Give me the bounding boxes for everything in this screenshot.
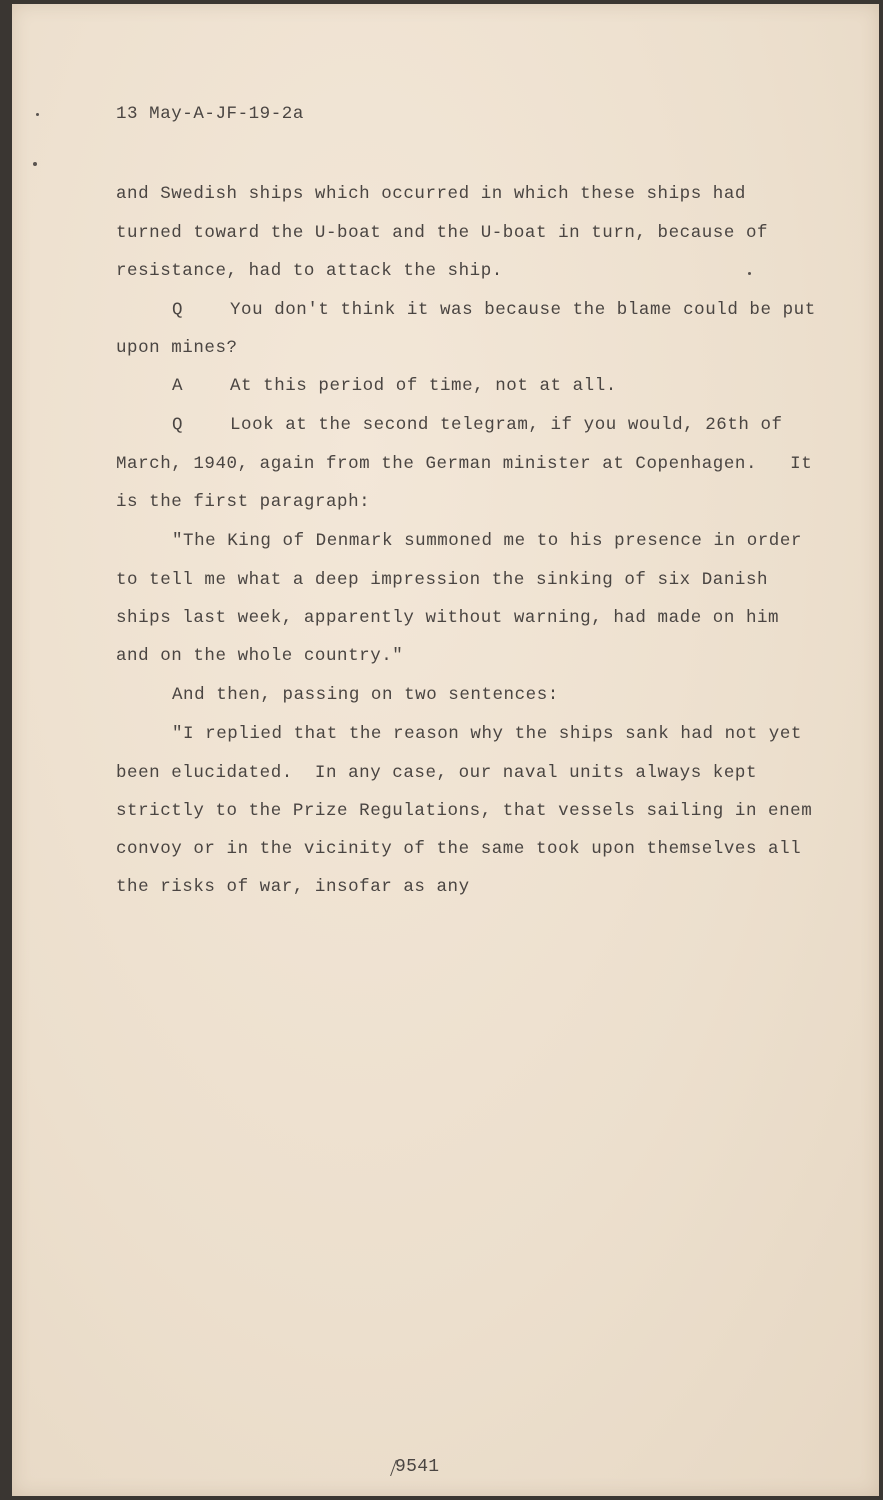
quote-line: "I replied that the reason why the ships sank had not yet	[172, 724, 802, 744]
quote-line: convoy or in the vicinity of the same took upon themselves all	[116, 839, 802, 859]
page-number: 9541	[395, 1457, 440, 1477]
quote-line: been elucidated. In any case, our naval units always kept	[116, 763, 757, 783]
quote-line: the risks of war, insofar as any	[116, 877, 470, 897]
quote-line: strictly to the Prize Regulations, that vessels sailing in enem	[116, 801, 813, 821]
question-line	[172, 302, 816, 320]
text-line: is the first paragraph:	[116, 492, 371, 512]
text-line: upon mines?	[116, 338, 238, 358]
document-header: 13 May-A-JF-19-2a	[116, 104, 304, 124]
answer-label: A	[172, 376, 184, 396]
quote-line: ships last week, apparently without warning, had made on him	[116, 608, 780, 628]
text-line: March, 1940, again from the German minister at Copenhagen. It	[116, 454, 813, 474]
margin-mark	[36, 113, 39, 116]
question-text: You don't think it was because the blame could be put	[230, 300, 816, 320]
text-line: resistance, had to attack the ship.	[116, 261, 503, 281]
question-label: Q	[172, 300, 184, 320]
text-line: turned toward the U-boat and the U-boat in turn, because of	[116, 223, 769, 243]
document-page	[12, 4, 879, 1496]
question-label: Q	[172, 415, 184, 435]
transition-line: And then, passing on two sentences:	[172, 685, 559, 705]
ink-speck	[748, 272, 751, 275]
question-text: Look at the second telegram, if you would, 26th of	[230, 415, 783, 435]
question-line	[172, 417, 783, 435]
quote-line: to tell me what a deep impression the sinking of six Danish	[116, 570, 769, 590]
text-line: and Swedish ships which occurred in which these ships had	[116, 184, 746, 204]
answer-text: At this period of time, not at all.	[230, 376, 617, 396]
quote-line: and on the whole country."	[116, 646, 404, 666]
answer-line	[172, 378, 617, 396]
quote-line: "The King of Denmark summoned me to his presence in order	[172, 531, 802, 551]
margin-mark	[33, 162, 37, 166]
